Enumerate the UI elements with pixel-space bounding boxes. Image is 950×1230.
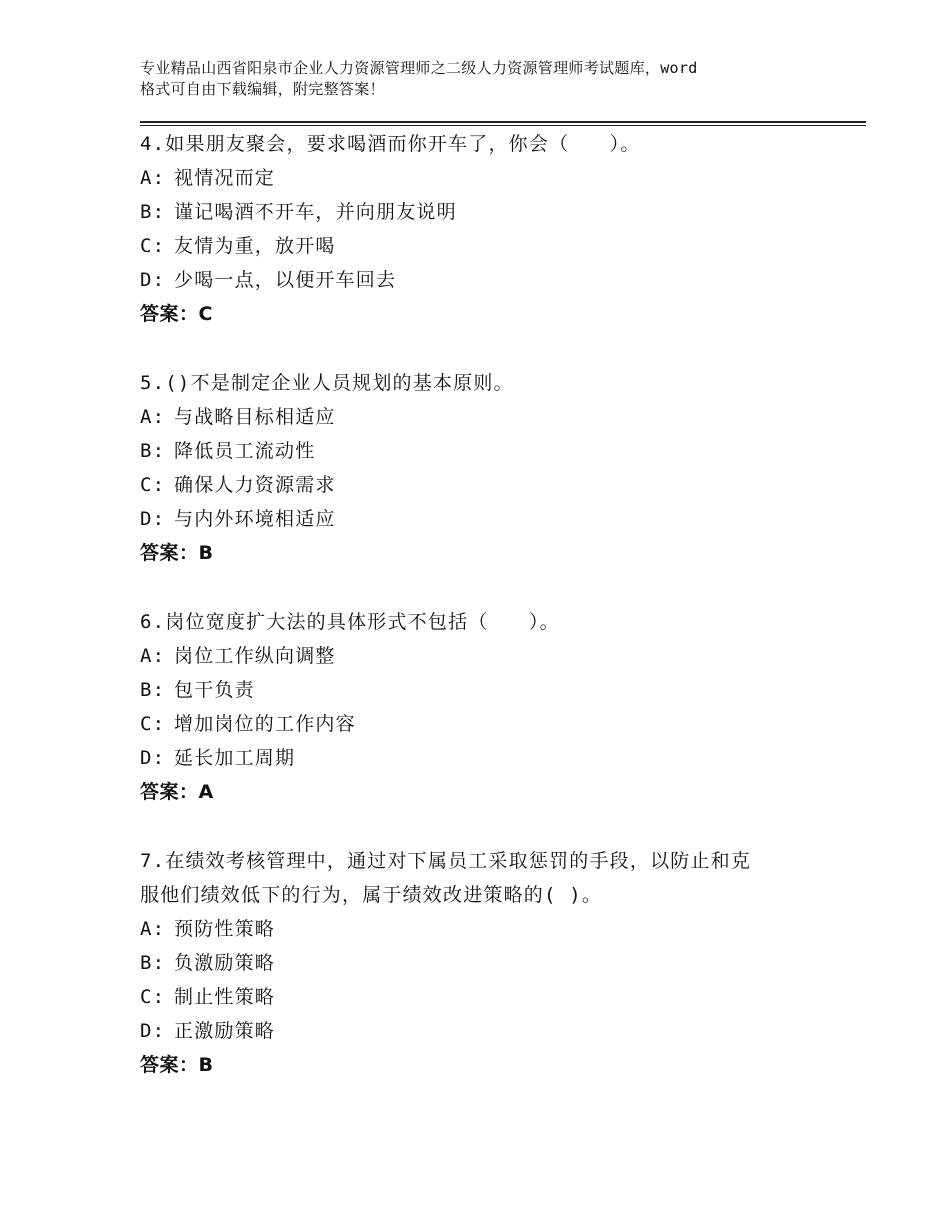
question-5	[140, 366, 840, 570]
option-label: B:	[140, 201, 166, 223]
option-a	[140, 912, 840, 946]
question-7	[140, 844, 840, 1082]
option-a	[140, 639, 840, 673]
option-text: 与战略目标相适应	[174, 406, 336, 428]
option-label: A:	[140, 406, 166, 428]
option-d	[140, 1014, 840, 1048]
answer: 答案：A	[140, 781, 214, 803]
option-text: 视情况而定	[174, 167, 276, 189]
option-label: C:	[140, 986, 166, 1008]
option-text: 与内外环境相适应	[174, 508, 336, 530]
option-c	[140, 229, 840, 263]
option-text: 少喝一点，以便开车回去	[174, 269, 397, 291]
header-rule-thin	[140, 125, 866, 126]
question-stem: 4.如果朋友聚会，要求喝酒而你开车了，你会（ ）。	[140, 133, 641, 155]
option-label: A:	[140, 167, 166, 189]
option-label: C:	[140, 713, 166, 735]
option-b	[140, 946, 840, 980]
option-label: D:	[140, 508, 166, 530]
option-text: 友情为重，放开喝	[174, 235, 336, 257]
question-stem-line-2: 服他们绩效低下的行为，属于绩效改进策略的( )。	[140, 884, 603, 906]
option-text: 预防性策略	[174, 918, 276, 940]
option-a	[140, 400, 840, 434]
header-rule-thick	[140, 121, 866, 123]
option-a	[140, 161, 840, 195]
option-text: 谨记喝酒不开车，并向朋友说明	[174, 201, 457, 223]
header-line-2: 格式可自由下载编辑，附完整答案！	[140, 80, 385, 98]
option-label: D:	[140, 1020, 166, 1042]
question-stem: 5.()不是制定企业人员规划的基本原则。	[140, 372, 514, 394]
option-d	[140, 502, 840, 536]
option-c	[140, 980, 840, 1014]
option-text: 岗位工作纵向调整	[174, 645, 336, 667]
option-text: 延长加工周期	[174, 747, 296, 769]
option-label: B:	[140, 440, 166, 462]
option-text: 正激励策略	[174, 1020, 276, 1042]
option-label: A:	[140, 645, 166, 667]
option-d	[140, 741, 840, 775]
option-label: D:	[140, 269, 166, 291]
option-text: 负激励策略	[174, 952, 276, 974]
option-text: 增加岗位的工作内容	[174, 713, 356, 735]
option-c	[140, 468, 840, 502]
header-line-1: 专业精品山西省阳泉市企业人力资源管理师之二级人力资源管理师考试题库，word	[140, 59, 698, 77]
document-header	[140, 58, 830, 100]
option-b	[140, 673, 840, 707]
option-text: 包干负责	[174, 679, 255, 701]
option-label: C:	[140, 235, 166, 257]
option-label: A:	[140, 918, 166, 940]
option-label: D:	[140, 747, 166, 769]
option-b	[140, 434, 840, 468]
answer: 答案：C	[140, 303, 213, 325]
question-6	[140, 605, 840, 809]
option-b	[140, 195, 840, 229]
option-c	[140, 707, 840, 741]
question-stem-line-1: 7.在绩效考核管理中，通过对下属员工采取惩罚的手段，以防止和克	[140, 850, 752, 872]
question-4	[140, 127, 840, 331]
option-label: C:	[140, 474, 166, 496]
answer: 答案：B	[140, 1054, 214, 1076]
option-text: 制止性策略	[174, 986, 276, 1008]
option-label: B:	[140, 679, 166, 701]
option-text: 降低员工流动性	[174, 440, 316, 462]
question-stem: 6.岗位宽度扩大法的具体形式不包括（ ）。	[140, 611, 560, 633]
option-d	[140, 263, 840, 297]
option-label: B:	[140, 952, 166, 974]
option-text: 确保人力资源需求	[174, 474, 336, 496]
answer: 答案：B	[140, 542, 214, 564]
